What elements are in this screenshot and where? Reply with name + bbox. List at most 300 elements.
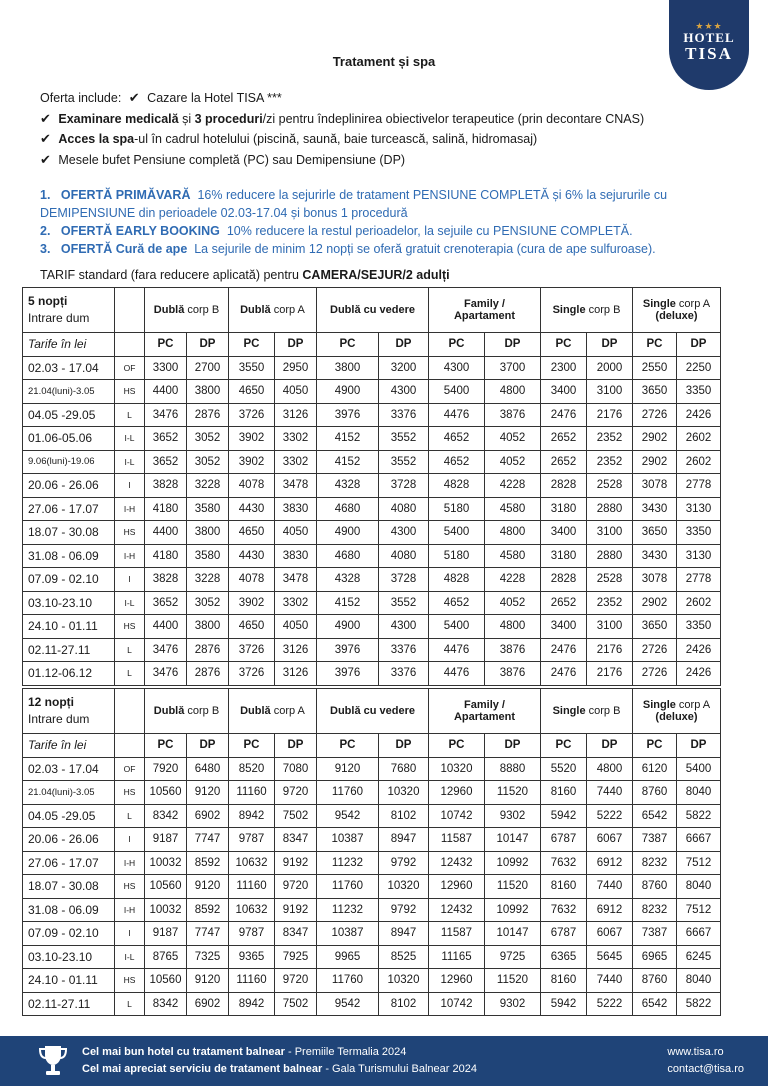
price-cell: 4430 xyxy=(229,497,275,521)
season-code-cell: I xyxy=(115,828,145,852)
period-cell: 02.11-27.11 xyxy=(23,992,115,1016)
price-cell: 3726 xyxy=(229,638,275,662)
price-cell: 12432 xyxy=(429,851,485,875)
price-cell: 3650 xyxy=(633,521,677,545)
price-cell: 11160 xyxy=(229,969,275,993)
blank-cell xyxy=(115,333,145,357)
meal-plan-header: PC xyxy=(229,734,275,758)
price-cell: 4828 xyxy=(429,474,485,498)
room-type-main xyxy=(541,705,632,717)
period-cell: 20.06 - 26.06 xyxy=(23,474,115,498)
price-cell: 6120 xyxy=(633,757,677,781)
meal-plan-header: DP xyxy=(677,734,721,758)
price-cell: 3726 xyxy=(229,662,275,686)
price-cell: 3100 xyxy=(587,615,633,639)
room-type-header xyxy=(229,689,317,734)
price-cell: 5180 xyxy=(429,497,485,521)
price-cell: 4300 xyxy=(379,615,429,639)
price-cell: 9787 xyxy=(229,922,275,946)
price-cell: 2876 xyxy=(187,638,229,662)
price-cell: 3376 xyxy=(379,638,429,662)
email-link[interactable]: contact@tisa.ro xyxy=(667,1063,744,1075)
season-code-cell: L xyxy=(115,662,145,686)
price-cell: 8160 xyxy=(541,781,587,805)
table-row xyxy=(23,380,721,404)
price-cell: 4050 xyxy=(275,615,317,639)
tarife-label: Tarife în lei xyxy=(23,333,115,357)
season-code-cell: I xyxy=(115,922,145,946)
price-cell: 8160 xyxy=(541,875,587,899)
nights-cell xyxy=(23,288,115,333)
price-cell: 3876 xyxy=(485,662,541,686)
price-cell: 2000 xyxy=(587,356,633,380)
season-code-cell: HS xyxy=(115,521,145,545)
room-type-sub: corp A xyxy=(675,699,711,711)
room-type-name: Dublă xyxy=(240,705,271,717)
price-cell: 6902 xyxy=(187,992,229,1016)
room-type-header xyxy=(429,689,541,734)
price-cell: 4476 xyxy=(429,662,485,686)
price-cell: 4828 xyxy=(429,568,485,592)
room-type-sub: corp A xyxy=(270,705,305,717)
nights-cell xyxy=(23,689,115,734)
price-cell: 5822 xyxy=(677,992,721,1016)
price-cell: 6542 xyxy=(633,992,677,1016)
price-cell: 10032 xyxy=(145,898,187,922)
table-header-row xyxy=(23,288,721,333)
room-type-main xyxy=(229,705,316,717)
price-cell: 3478 xyxy=(275,568,317,592)
room-type-main xyxy=(317,304,428,316)
room-type-main xyxy=(429,699,540,711)
room-type-header xyxy=(229,288,317,333)
meal-plan-header: DP xyxy=(485,333,541,357)
room-type-main xyxy=(633,298,720,310)
price-cell: 8760 xyxy=(633,781,677,805)
price-cell: 3350 xyxy=(677,521,721,545)
price-cell: 2880 xyxy=(587,497,633,521)
period-cell: 02.03 - 17.04 xyxy=(23,757,115,781)
nights-label: 12 nopți xyxy=(28,695,75,709)
includes-text: Mesele bufet Pensiune completă (PC) sau Demipensiune (DP) xyxy=(58,152,406,167)
price-cell: 2476 xyxy=(541,662,587,686)
room-type-sub2: Apartament xyxy=(453,310,516,322)
price-cell: 4328 xyxy=(317,568,379,592)
price-cell: 2352 xyxy=(587,450,633,474)
price-cell: 4652 xyxy=(429,427,485,451)
price-cell: 10320 xyxy=(429,757,485,781)
table-row xyxy=(23,757,721,781)
price-cell: 3052 xyxy=(187,450,229,474)
blank-cell xyxy=(115,288,145,333)
includes-line xyxy=(40,150,644,171)
footer-bar xyxy=(0,1036,768,1086)
season-code-cell: I-H xyxy=(115,851,145,875)
price-cell: 12432 xyxy=(429,898,485,922)
table-row xyxy=(23,497,721,521)
price-cell: 10147 xyxy=(485,922,541,946)
price-cell: 3180 xyxy=(541,497,587,521)
price-cell: 3902 xyxy=(229,427,275,451)
logo-name-text: TISA xyxy=(685,43,733,63)
price-cell: 5400 xyxy=(429,615,485,639)
price-cell: 3876 xyxy=(485,638,541,662)
price-cell: 3302 xyxy=(275,427,317,451)
price-cell: 2426 xyxy=(677,638,721,662)
price-cell: 11232 xyxy=(317,898,379,922)
room-type-sub2: (deluxe) xyxy=(655,310,698,322)
price-cell: 2652 xyxy=(541,591,587,615)
period-cell: 02.11-27.11 xyxy=(23,638,115,662)
price-cell: 8102 xyxy=(379,992,429,1016)
meal-plan-header: DP xyxy=(379,734,429,758)
price-cell: 6067 xyxy=(587,922,633,946)
table-row xyxy=(23,403,721,427)
price-cell: 2726 xyxy=(633,403,677,427)
price-cell: 2176 xyxy=(587,638,633,662)
price-cell: 10387 xyxy=(317,922,379,946)
meal-plan-header: PC xyxy=(541,333,587,357)
price-cell: 7440 xyxy=(587,781,633,805)
room-type-header xyxy=(317,689,429,734)
price-cell: 3976 xyxy=(317,403,379,427)
room-type-main xyxy=(145,304,228,316)
price-cell: 8880 xyxy=(485,757,541,781)
room-type-name: Dublă xyxy=(153,304,185,316)
price-cell: 10320 xyxy=(379,875,429,899)
price-cell: 9120 xyxy=(187,875,229,899)
room-type-header xyxy=(317,288,429,333)
price-cell: 12960 xyxy=(429,781,485,805)
meal-plan-header: DP xyxy=(275,734,317,758)
price-cell: 4152 xyxy=(317,591,379,615)
price-cell: 4476 xyxy=(429,403,485,427)
price-cell: 3728 xyxy=(379,474,429,498)
offer-name: OFERTĂ PRIMĂVARĂ xyxy=(60,188,191,202)
price-cell: 3302 xyxy=(275,450,317,474)
price-cell: 10560 xyxy=(145,781,187,805)
price-cell: 11165 xyxy=(429,945,485,969)
meal-plan-header: DP xyxy=(587,734,633,758)
website-link[interactable]: www.tisa.ro xyxy=(667,1046,724,1058)
price-cell: 7632 xyxy=(541,898,587,922)
table-row xyxy=(23,474,721,498)
price-cell: 11160 xyxy=(229,875,275,899)
page-title: Tratament și spa xyxy=(332,54,436,69)
award-line xyxy=(82,1061,477,1078)
price-cell: 7925 xyxy=(275,945,317,969)
period-cell: 03.10-23.10 xyxy=(23,591,115,615)
offer-text: La sejurile de minim 12 nopți se oferă gratuit crenoterapia (cura de ape sulfuroase). xyxy=(194,242,656,256)
nights-label: 5 nopți xyxy=(28,294,68,308)
price-cell: 3552 xyxy=(379,450,429,474)
price-cell: 2528 xyxy=(587,474,633,498)
entry-label: Intrare dum xyxy=(28,311,90,325)
price-cell: 3700 xyxy=(485,356,541,380)
price-cell: 3130 xyxy=(677,544,721,568)
price-cell: 8102 xyxy=(379,804,429,828)
season-code-cell: I-H xyxy=(115,544,145,568)
price-cell: 2950 xyxy=(275,356,317,380)
price-cell: 4650 xyxy=(229,615,275,639)
price-cell: 9725 xyxy=(485,945,541,969)
tarif-title-bold: CAMERA/SEJUR/2 adulți xyxy=(302,268,450,282)
price-cell: 3180 xyxy=(541,544,587,568)
price-cell: 2426 xyxy=(677,403,721,427)
includes-line xyxy=(40,109,644,130)
price-cell: 11760 xyxy=(317,781,379,805)
meal-plan-header: PC xyxy=(429,734,485,758)
includes-line xyxy=(40,129,644,150)
period-cell: 01.12-06.12 xyxy=(23,662,115,686)
period-cell: 31.08 - 06.09 xyxy=(23,898,115,922)
price-cell: 9365 xyxy=(229,945,275,969)
room-type-sub: corp B xyxy=(184,304,220,316)
includes-text: și xyxy=(178,111,195,126)
offer-item xyxy=(40,222,740,240)
price-cell: 7512 xyxy=(677,851,721,875)
price-cell: 3476 xyxy=(145,662,187,686)
table-row xyxy=(23,804,721,828)
offer-item xyxy=(40,240,740,258)
room-type-sub2: (deluxe) xyxy=(655,711,698,723)
price-cell: 4050 xyxy=(275,521,317,545)
price-cell: 10560 xyxy=(145,969,187,993)
price-cell: 7325 xyxy=(187,945,229,969)
price-cell: 4228 xyxy=(485,568,541,592)
price-cell: 10147 xyxy=(485,828,541,852)
price-cell: 2550 xyxy=(633,356,677,380)
price-cell: 2250 xyxy=(677,356,721,380)
entry-label: Intrare dum xyxy=(28,712,90,726)
price-cell: 9192 xyxy=(275,851,317,875)
price-cell: 3400 xyxy=(541,380,587,404)
price-cell: 5180 xyxy=(429,544,485,568)
season-code-cell: HS xyxy=(115,781,145,805)
price-cell: 3300 xyxy=(145,356,187,380)
price-cell: 11760 xyxy=(317,969,379,993)
table-row xyxy=(23,615,721,639)
price-cell: 4078 xyxy=(229,568,275,592)
price-cell: 3828 xyxy=(145,474,187,498)
offer-number: 1. xyxy=(40,188,51,202)
room-type-header xyxy=(633,689,721,734)
offer-number: 2. xyxy=(40,224,51,238)
price-cell: 4800 xyxy=(587,757,633,781)
price-cell: 11760 xyxy=(317,875,379,899)
season-code-cell: I-L xyxy=(115,427,145,451)
price-cell: 8592 xyxy=(187,898,229,922)
nights-label-line xyxy=(28,293,114,310)
price-cell: 5400 xyxy=(677,757,721,781)
price-cell: 3078 xyxy=(633,568,677,592)
table-row xyxy=(23,922,721,946)
hotel-logo xyxy=(669,0,749,90)
price-cell: 4078 xyxy=(229,474,275,498)
price-cell: 7680 xyxy=(379,757,429,781)
room-type-name: Single xyxy=(552,304,586,316)
price-cell: 4300 xyxy=(379,521,429,545)
price-cell: 4476 xyxy=(429,638,485,662)
price-cell: 8040 xyxy=(677,969,721,993)
price-cell: 2300 xyxy=(541,356,587,380)
price-cell: 9720 xyxy=(275,875,317,899)
price-cell: 4300 xyxy=(429,356,485,380)
price-cell: 3200 xyxy=(379,356,429,380)
offer-name: OFERTĂ EARLY BOOKING xyxy=(60,224,220,238)
price-cell: 3228 xyxy=(187,568,229,592)
season-code-cell: I xyxy=(115,568,145,592)
includes-item-2 xyxy=(58,132,537,146)
price-cell: 5222 xyxy=(587,992,633,1016)
price-cell: 3652 xyxy=(145,427,187,451)
period-cell: 18.07 - 30.08 xyxy=(23,521,115,545)
price-cell: 2876 xyxy=(187,403,229,427)
price-cell: 3430 xyxy=(633,544,677,568)
meal-plan-header: PC xyxy=(317,333,379,357)
price-cell: 8760 xyxy=(633,969,677,993)
includes-item-1 xyxy=(58,112,644,126)
period-cell: 03.10-23.10 xyxy=(23,945,115,969)
offer-number: 3. xyxy=(40,242,51,256)
table-row xyxy=(23,591,721,615)
room-type-name: Single xyxy=(642,298,676,310)
price-cell: 6542 xyxy=(633,804,677,828)
price-cell: 3976 xyxy=(317,662,379,686)
price-cell: 2726 xyxy=(633,638,677,662)
price-cell: 3430 xyxy=(633,497,677,521)
table-row xyxy=(23,544,721,568)
price-cell: 7387 xyxy=(633,922,677,946)
meal-plan-header: PC xyxy=(145,333,187,357)
price-cell: 9302 xyxy=(485,992,541,1016)
meal-plan-header: PC xyxy=(633,333,677,357)
meal-plan-header: PC xyxy=(541,734,587,758)
price-cell: 5400 xyxy=(429,380,485,404)
price-cell: 2176 xyxy=(587,662,633,686)
table-row xyxy=(23,638,721,662)
price-cell: 9787 xyxy=(229,828,275,852)
price-cell: 7512 xyxy=(677,898,721,922)
price-cell: 10632 xyxy=(229,851,275,875)
price-cell: 8347 xyxy=(275,828,317,852)
footer-contact xyxy=(667,1044,744,1078)
season-code-cell: L xyxy=(115,403,145,427)
blank-cell xyxy=(115,734,145,758)
price-cell: 2352 xyxy=(587,591,633,615)
price-cell: 2476 xyxy=(541,638,587,662)
price-cell: 3800 xyxy=(187,615,229,639)
price-cell: 2652 xyxy=(541,450,587,474)
period-cell: 31.08 - 06.09 xyxy=(23,544,115,568)
price-cell: 8232 xyxy=(633,851,677,875)
price-cell: 3800 xyxy=(317,356,379,380)
season-code-cell: OF xyxy=(115,356,145,380)
meal-plan-header: PC xyxy=(633,734,677,758)
offer-item xyxy=(40,186,740,222)
price-cell: 2828 xyxy=(541,474,587,498)
period-cell: 27.06 - 17.07 xyxy=(23,851,115,875)
price-cell: 2828 xyxy=(541,568,587,592)
offers-list xyxy=(40,186,740,258)
price-cell: 10742 xyxy=(429,992,485,1016)
room-type-name: Dublă cu vedere xyxy=(330,304,415,316)
meal-plan-header: DP xyxy=(587,333,633,357)
price-cell: 4900 xyxy=(317,521,379,545)
meal-plan-header: DP xyxy=(677,333,721,357)
period-cell: 04.05 -29.05 xyxy=(23,804,115,828)
table-row xyxy=(23,828,721,852)
table-subheader-row xyxy=(23,333,721,357)
room-type-header xyxy=(541,288,633,333)
price-cell: 3830 xyxy=(275,544,317,568)
price-cell: 11520 xyxy=(485,969,541,993)
includes-lead: Oferta include: xyxy=(40,91,122,105)
period-cell: 02.03 - 17.04 xyxy=(23,356,115,380)
price-cell: 3650 xyxy=(633,615,677,639)
room-type-header xyxy=(145,288,229,333)
tarif-title xyxy=(40,268,450,282)
price-cell: 6912 xyxy=(587,851,633,875)
includes-item-3 xyxy=(58,153,405,167)
price-cell: 8040 xyxy=(677,875,721,899)
price-cell: 10992 xyxy=(485,851,541,875)
season-code-cell: I-L xyxy=(115,450,145,474)
price-cell: 10387 xyxy=(317,828,379,852)
price-cell: 8947 xyxy=(379,828,429,852)
price-cell: 2876 xyxy=(187,662,229,686)
price-cell: 2726 xyxy=(633,662,677,686)
price-cell: 9120 xyxy=(317,757,379,781)
price-cell: 4652 xyxy=(429,450,485,474)
price-cell: 4900 xyxy=(317,380,379,404)
table-row xyxy=(23,450,721,474)
price-cell: 3350 xyxy=(677,615,721,639)
offer-name: OFERTĂ Cură de ape xyxy=(60,242,188,256)
table-row xyxy=(23,781,721,805)
price-cell: 4228 xyxy=(485,474,541,498)
price-cell: 3728 xyxy=(379,568,429,592)
price-cell: 3876 xyxy=(485,403,541,427)
price-cell: 8040 xyxy=(677,781,721,805)
price-cell: 9720 xyxy=(275,969,317,993)
price-cell: 2426 xyxy=(677,662,721,686)
room-type-name: Single xyxy=(552,705,586,717)
award-title: Cel mai apreciat serviciu de tratament balnear xyxy=(82,1063,323,1075)
price-cell: 5400 xyxy=(429,521,485,545)
table-row xyxy=(23,521,721,545)
price-cell: 3376 xyxy=(379,662,429,686)
price-cell: 4580 xyxy=(485,497,541,521)
price-cell: 3650 xyxy=(633,380,677,404)
season-code-cell: I-H xyxy=(115,898,145,922)
meal-plan-header: DP xyxy=(485,734,541,758)
price-cell: 6667 xyxy=(677,828,721,852)
season-code-cell: L xyxy=(115,804,145,828)
table-row xyxy=(23,568,721,592)
price-cell: 8942 xyxy=(229,804,275,828)
season-code-cell: L xyxy=(115,992,145,1016)
price-cell: 4328 xyxy=(317,474,379,498)
price-cell: 3478 xyxy=(275,474,317,498)
price-cell: 7632 xyxy=(541,851,587,875)
room-type-sub: corp B xyxy=(184,705,220,717)
price-cell: 4400 xyxy=(145,380,187,404)
price-cell: 3550 xyxy=(229,356,275,380)
price-cell: 5645 xyxy=(587,945,633,969)
season-code-cell: HS xyxy=(115,380,145,404)
price-cell: 2778 xyxy=(677,474,721,498)
